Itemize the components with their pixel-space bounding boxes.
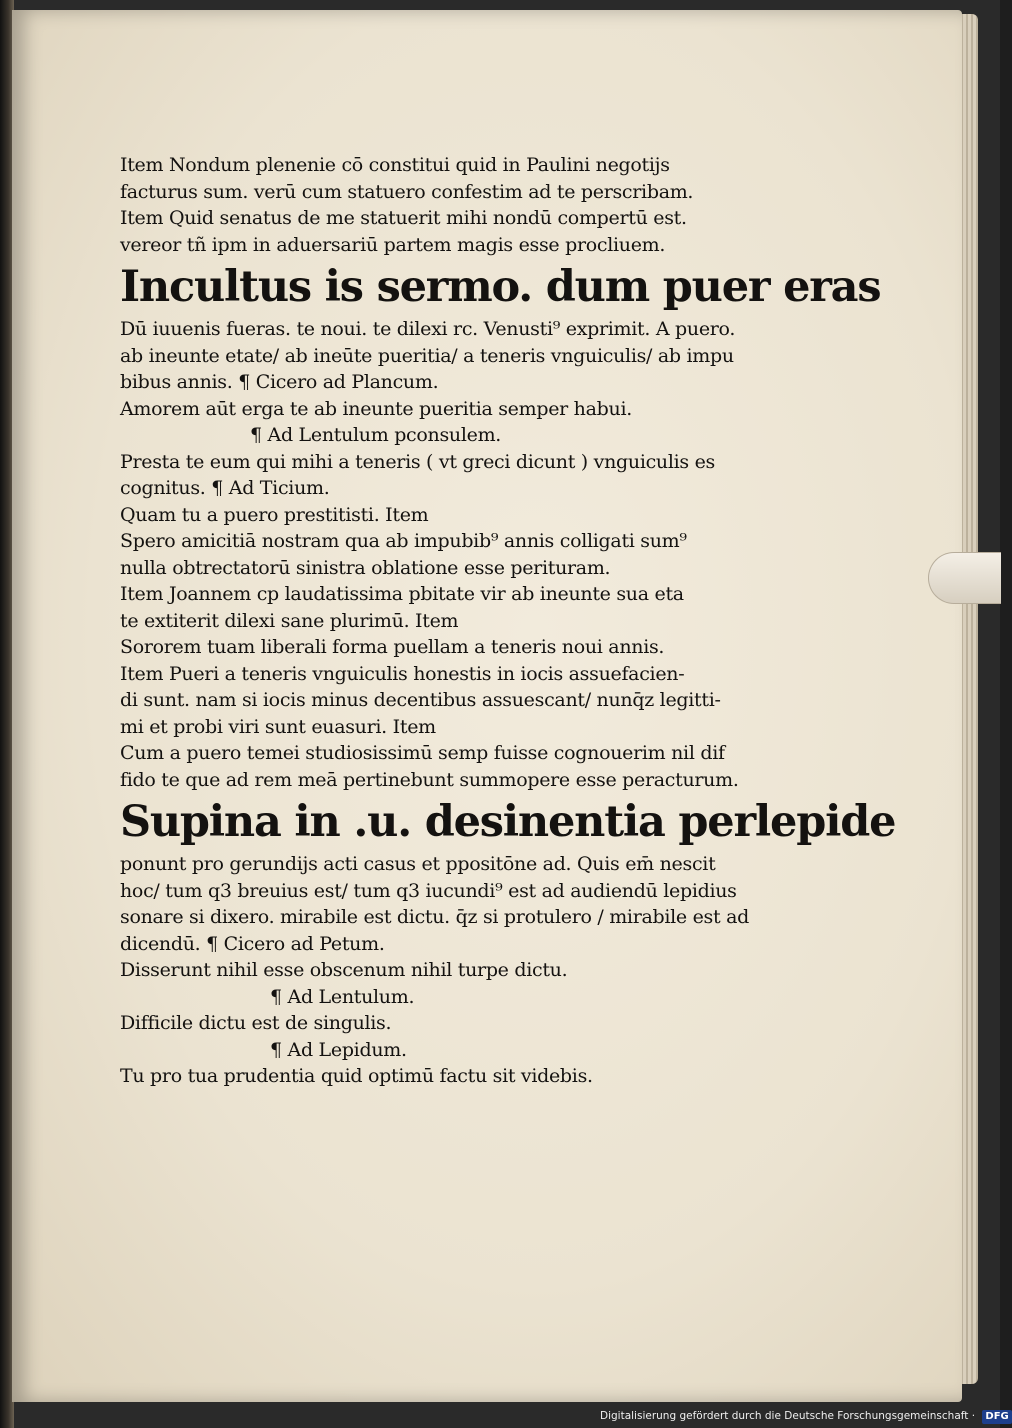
text-line: Difficile dictu est de singulis. (120, 1012, 392, 1034)
text-line: ¶ Ad Lentulum. (270, 985, 415, 1008)
text-line: bibus annis. ¶ Cicero ad Plancum. (120, 371, 439, 393)
text-line: vereor tñ ipm in aduersariū partem magis esse procliuem. (120, 233, 666, 256)
text-line: facturus sum. verū cum statuero confestim ad te perscribam. (120, 180, 694, 203)
text-line: hoc/ tum q3 breuius est/ tum q3 iucundi⁹ est ad audiendū lepidius (120, 879, 737, 902)
text-line: Presta te eum qui mihi a teneris ( vt greci dicunt ) vnguiculis es (120, 450, 716, 473)
text-line: Item Nondum plenenie cō constitui quid in Paulini negotijs (120, 154, 670, 176)
text-line: dicendū. ¶ Cicero ad Petum. (120, 932, 385, 955)
text-line: Item Joannem cp laudatissima pbitate vir ab ineunte sua eta (120, 583, 684, 605)
text-line: Disserunt nihil esse obscenum nihil turpe dictu. (120, 959, 568, 981)
text-line: mi et probi viri sunt euasuri. Item (120, 715, 436, 738)
text-line: ponunt pro gerundijs acti casus et ppositōne ad. Quis em̄ nescit (120, 853, 716, 875)
page-marker-tab (928, 552, 1001, 604)
text-line: ¶ Ad Lentulum pconsulem. (250, 424, 502, 446)
text-line: sonare si dixero. mirabile est dictu. q̄z si protulero / mirabile est ad (120, 906, 749, 928)
footer-credit (600, 1409, 1009, 1424)
text-line: Dū iuuenis fueras. te noui. te dilexi rc. Venusti⁹ exprimit. A puero. (120, 318, 736, 340)
text-line: nulla obtrectatorū sinistra oblatione esse perituram. (120, 556, 611, 579)
text-line: te extiterit dilexi sane plurimū. Item (120, 609, 459, 632)
section-heading: Supina in .u. desinentia perlepide (120, 797, 896, 847)
text-line: Cum a puero temei studiosissimū semp fuisse cognouerim nil dif (120, 742, 725, 764)
footer-credit-text: Digitalisierung gefördert durch die Deutsche Forschungsgemeinschaft · (600, 1410, 976, 1422)
text-line: Quam tu a puero prestitisti. Item (120, 503, 429, 526)
page-text-block (120, 152, 896, 1090)
dfg-logo: DFG (982, 1410, 1011, 1424)
text-line: Item Pueri a teneris vnguiculis honestis in iocis assuefacien- (120, 662, 685, 685)
section-heading: Incultus is sermo. dum puer eras (120, 262, 881, 312)
text-line: cognitus. ¶ Ad Ticium. (120, 477, 330, 499)
text-line: Amorem aūt erga te ab ineunte pueritia semper habui. (120, 397, 632, 420)
text-line: fido te que ad rem meā pertinebunt summopere esse peracturum. (120, 768, 739, 791)
text-line: Spero amicitiā nostram qua ab impubib⁹ annis colligati sum⁹ (120, 530, 687, 552)
text-line: Tu pro tua prudentia quid optimū factu sit videbis. (120, 1065, 593, 1087)
text-line: ab ineunte etate/ ab ineūte pueritia/ a teneris vnguiculis/ ab impu (120, 344, 734, 367)
text-line: Item Quid senatus de me statuerit mihi nondū compertū est. (120, 207, 687, 229)
text-line: di sunt. nam si iocis minus decentibus assuescant/ nunq̄z legitti- (120, 689, 721, 711)
text-line: Sororem tuam liberali forma puellam a teneris noui annis. (120, 636, 665, 658)
text-line: ¶ Ad Lepidum. (270, 1038, 407, 1061)
